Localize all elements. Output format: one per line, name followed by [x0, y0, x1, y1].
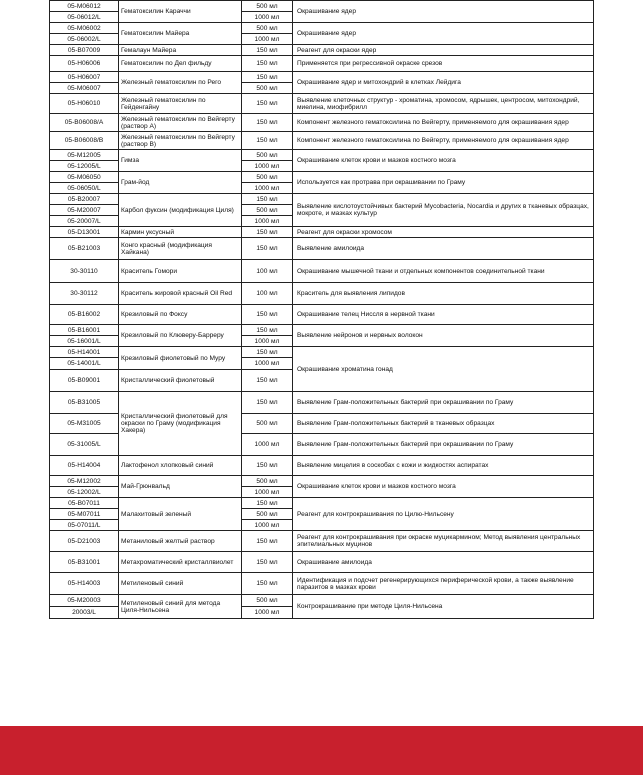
volume-cell: 100 мл [242, 260, 293, 283]
description-cell: Окрашивание клеток крови и мазков костного мозга [293, 476, 594, 498]
description-cell: Выявление амилоида [293, 238, 594, 260]
description-cell: Используется как протрава при окрашивании по Граму [293, 172, 594, 194]
name-cell: Железный гематоксилин по Вейгерту (раствор А) [119, 114, 242, 132]
name-cell: Крезиловый по Фоксу [119, 305, 242, 325]
table-row [50, 45, 594, 56]
table-row [50, 114, 594, 132]
code-cell: 05-D13001 [50, 227, 119, 238]
description-cell: Применяется при регрессивной окраске срезов [293, 56, 594, 72]
name-cell: Крезиловый фиолетовый по Муру [119, 347, 242, 370]
description-cell: Окрашивание ядер и митохондрий в клетках Лейдига [293, 72, 594, 94]
description-cell: Краситель для выявления липидов [293, 283, 594, 305]
code-cell: 05-M31005 [50, 414, 119, 434]
description-cell: Контрокрашивание при методе Циля-Нильсена [293, 595, 594, 619]
footer-band [0, 726, 643, 775]
volume-cell: 500 мл [242, 23, 293, 34]
table-row [50, 347, 594, 358]
code-cell: 05-B20007 [50, 194, 119, 205]
code-cell: 05-12002/L [50, 487, 119, 498]
code-cell: 05-M20007 [50, 205, 119, 216]
volume-cell: 150 мл [242, 114, 293, 132]
name-cell: Гематоксилин по Дел фильду [119, 56, 242, 72]
name-cell: Железный гематоксилин по Вейгерту (раствор В) [119, 132, 242, 150]
code-cell: 05-M12002 [50, 476, 119, 487]
volume-cell: 150 мл [242, 305, 293, 325]
volume-cell: 1000 мл [242, 487, 293, 498]
volume-cell: 150 мл [242, 392, 293, 414]
description-cell: Выявление Грам-положительных бактерий в тканевых образцах [293, 414, 594, 434]
volume-cell: 500 мл [242, 150, 293, 161]
volume-cell: 150 мл [242, 498, 293, 509]
volume-cell: 150 мл [242, 94, 293, 114]
name-cell: Крезиловый по Клюверу-Барреру [119, 325, 242, 347]
code-cell: 05-B16001 [50, 325, 119, 336]
table-row [50, 56, 594, 72]
code-cell: 05-B21003 [50, 238, 119, 260]
table-row [50, 498, 594, 509]
name-cell: Метиленовый синий для метода Циля-Нильсена [119, 595, 242, 619]
volume-cell: 1000 мл [242, 161, 293, 172]
volume-cell: 1000 мл [242, 34, 293, 45]
table-row [50, 172, 594, 183]
volume-cell: 1000 мл [242, 12, 293, 23]
code-cell: 05-B06008/B [50, 132, 119, 150]
description-cell: Выявление кислотоустойчивых бактерий Mycobacteria, Nocardia и других в тканевых образцах, мокроте, и мазках культур [293, 194, 594, 227]
volume-cell: 1000 мл [242, 607, 293, 619]
volume-cell: 150 мл [242, 132, 293, 150]
code-cell: 05-M12005 [50, 150, 119, 161]
description-cell: Идентификация и подсчет регенерирующихся периферической крови, а также выявление паразитов в мазках крови [293, 573, 594, 595]
volume-cell: 1000 мл [242, 434, 293, 456]
table-row [50, 194, 594, 205]
name-cell: Железный гематоксилин по Гейденгайну [119, 94, 242, 114]
name-cell: Краситель жировой красный Oil Red [119, 283, 242, 305]
name-cell: Кармин уксусный [119, 227, 242, 238]
table-row [50, 132, 594, 150]
name-cell: Кристаллический фиолетовый [119, 370, 242, 392]
code-cell: 05-H14004 [50, 456, 119, 476]
volume-cell: 150 мл [242, 194, 293, 205]
name-cell: Гимза [119, 150, 242, 172]
name-cell: Кристаллический фиолетовый для окраски по Граму (модификация Хакера) [119, 392, 242, 456]
table-row [50, 238, 594, 260]
description-cell: Окрашивание мышечной ткани и отдельных компонентов соединительной ткани [293, 260, 594, 283]
code-cell: 05-M06050 [50, 172, 119, 183]
code-cell: 05-H06007 [50, 72, 119, 83]
volume-cell: 1000 мл [242, 183, 293, 194]
table-row [50, 325, 594, 336]
code-cell: 05-B06008/A [50, 114, 119, 132]
volume-cell: 500 мл [242, 205, 293, 216]
description-cell: Окрашивание клеток крови и мазков костного мозга [293, 150, 594, 172]
code-cell: 05-14001/L [50, 358, 119, 370]
description-cell: Выявление Грам-положительных бактерий при окрашивании по Граму [293, 434, 594, 456]
description-cell: Выявление клеточных структур - хроматина, хромосом, ядрышек, центросом, митохондрий, миелина, миофибрилл [293, 94, 594, 114]
table-row [50, 552, 594, 573]
description-cell: Окрашивание ядер [293, 23, 594, 45]
table-row [50, 573, 594, 595]
table-row [50, 305, 594, 325]
description-cell: Компонент железного гематоксилина по Вейгерту, применяемого для окрашивания ядер [293, 132, 594, 150]
volume-cell: 150 мл [242, 531, 293, 552]
volume-cell: 150 мл [242, 573, 293, 595]
reagent-table [49, 0, 594, 619]
description-cell: Выявление Грам-положительных бактерий при окрашивании по Граму [293, 392, 594, 414]
table-row [50, 23, 594, 34]
description-cell: Реагент для контрокрашивания при окраске муцикармином; Метод выявления центральных эпителиальных муцинов [293, 531, 594, 552]
code-cell: 05-M07011 [50, 509, 119, 520]
name-cell: Железный гематоксилин по Рего [119, 72, 242, 94]
name-cell: Метаниловый желтый раствор [119, 531, 242, 552]
table-row [50, 283, 594, 305]
name-cell: Май-Грюнвальд [119, 476, 242, 498]
code-cell: 05-H06010 [50, 94, 119, 114]
volume-cell: 150 мл [242, 72, 293, 83]
code-cell: 05-20007/L [50, 216, 119, 227]
volume-cell: 1000 мл [242, 520, 293, 531]
volume-cell: 150 мл [242, 238, 293, 260]
description-cell: Окрашивание амилоида [293, 552, 594, 573]
code-cell: 05-06050/L [50, 183, 119, 194]
name-cell: Малахитовый зеленый [119, 498, 242, 531]
code-cell: 05-B16002 [50, 305, 119, 325]
code-cell: 05-31005/L [50, 434, 119, 456]
volume-cell: 150 мл [242, 45, 293, 56]
volume-cell: 150 мл [242, 456, 293, 476]
description-cell: Компонент железного гематоксилина по Вейгерту, применяемого для окрашивания ядер [293, 114, 594, 132]
volume-cell: 150 мл [242, 56, 293, 72]
reagent-table-body [50, 1, 594, 619]
volume-cell: 150 мл [242, 552, 293, 573]
name-cell: Гематоксилин Караччи [119, 1, 242, 23]
volume-cell: 500 мл [242, 1, 293, 12]
description-cell: Окрашивание ядер [293, 1, 594, 23]
volume-cell: 500 мл [242, 414, 293, 434]
table-row [50, 72, 594, 83]
name-cell: Метахроматический кристаллвиолет [119, 552, 242, 573]
table-row [50, 260, 594, 283]
code-cell: 05-H14001 [50, 347, 119, 358]
code-cell: 20003/L [50, 607, 119, 619]
volume-cell: 150 мл [242, 325, 293, 336]
code-cell: 05-H14003 [50, 573, 119, 595]
code-cell: 05-M06012 [50, 1, 119, 12]
table-row [50, 1, 594, 12]
volume-cell: 500 мл [242, 476, 293, 487]
code-cell: 05-H06006 [50, 56, 119, 72]
code-cell: 30-30110 [50, 260, 119, 283]
code-cell: 05-06002/L [50, 34, 119, 45]
table-row [50, 150, 594, 161]
code-cell: 05-M06007 [50, 83, 119, 94]
code-cell: 05-D21003 [50, 531, 119, 552]
volume-cell: 1000 мл [242, 336, 293, 347]
name-cell: Гематоксилин Майера [119, 23, 242, 45]
description-cell: Реагент для окраски хромосом [293, 227, 594, 238]
description-cell: Реагент для окраски ядер [293, 45, 594, 56]
table-row [50, 94, 594, 114]
code-cell: 05-M06002 [50, 23, 119, 34]
description-cell: Выявление мицелия в соскобах с кожи и жидкостях аспиратах [293, 456, 594, 476]
volume-cell: 1000 мл [242, 216, 293, 227]
name-cell: Лактофенол хлопковый синий [119, 456, 242, 476]
code-cell: 05-06012/L [50, 12, 119, 23]
description-cell: Реагент для контрокрашивания по Цилю-Нильсену [293, 498, 594, 531]
name-cell: Карбол фуксин (модификация Циля) [119, 194, 242, 227]
code-cell: 05-B31005 [50, 392, 119, 414]
code-cell: 05-16001/L [50, 336, 119, 347]
table-row [50, 531, 594, 552]
code-cell: 05-B07011 [50, 498, 119, 509]
description-cell: Окрашивание телец Ниссля в нервной ткани [293, 305, 594, 325]
volume-cell: 500 мл [242, 83, 293, 94]
table-row [50, 476, 594, 487]
code-cell: 05-07011/L [50, 520, 119, 531]
description-cell: Окрашивание хроматина гонад [293, 347, 594, 392]
volume-cell: 100 мл [242, 283, 293, 305]
code-cell: 05-B07009 [50, 45, 119, 56]
volume-cell: 150 мл [242, 227, 293, 238]
table-row [50, 227, 594, 238]
code-cell: 05-12005/L [50, 161, 119, 172]
volume-cell: 500 мл [242, 172, 293, 183]
code-cell: 05-B09001 [50, 370, 119, 392]
code-cell: 30-30112 [50, 283, 119, 305]
code-cell: 05-M20003 [50, 595, 119, 607]
volume-cell: 150 мл [242, 347, 293, 358]
name-cell: Краситель Гомори [119, 260, 242, 283]
code-cell: 05-B31001 [50, 552, 119, 573]
name-cell: Конго красный (модификация Хайкана) [119, 238, 242, 260]
name-cell: Метиленовый синий [119, 573, 242, 595]
volume-cell: 500 мл [242, 509, 293, 520]
volume-cell: 500 мл [242, 595, 293, 607]
description-cell: Выявление нейронов и нервных волокон [293, 325, 594, 347]
volume-cell: 150 мл [242, 370, 293, 392]
name-cell: Гемалаун Майера [119, 45, 242, 56]
table-row [50, 392, 594, 414]
volume-cell: 1000 мл [242, 358, 293, 370]
table-row [50, 456, 594, 476]
table-row [50, 595, 594, 607]
name-cell: Грам-йод [119, 172, 242, 194]
